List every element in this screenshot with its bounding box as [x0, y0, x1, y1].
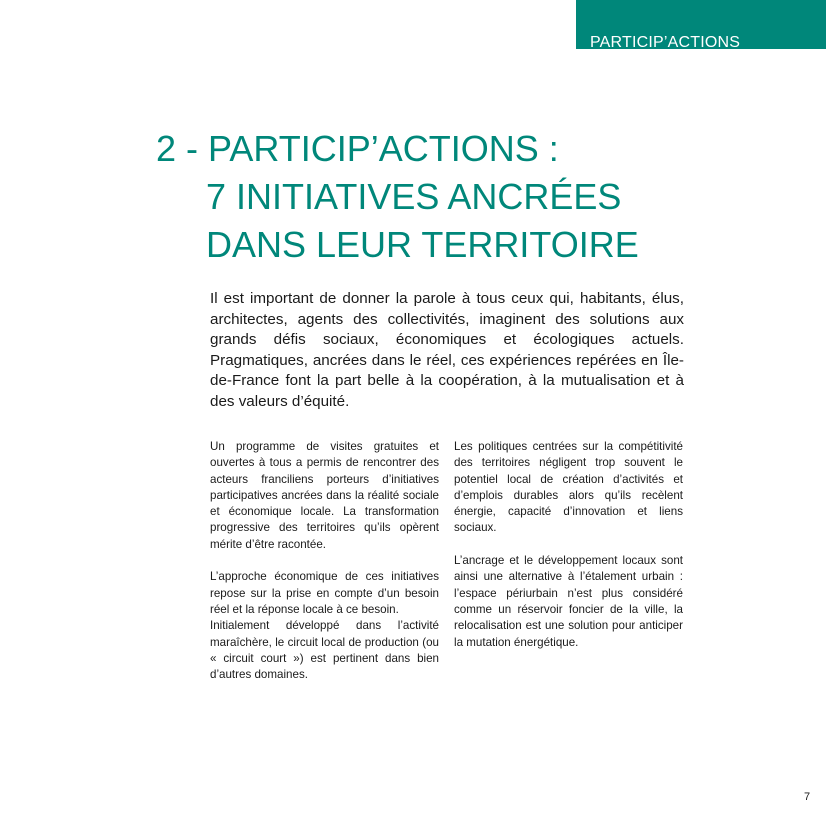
section-label: PARTICIP’ACTIONS	[590, 34, 741, 51]
right-paragraph-1: Les politiques centrées sur la compétitivité des territoires négligent trop souvent le potentiel local de création d’activités et d’emplois durables alors qu’ils recèlent énergie, capacité d’innovation et liens sociaux.	[454, 440, 683, 535]
title-line-2: 7 INITIATIVES ANCRÉES	[206, 176, 622, 217]
left-paragraph-2: L’approche économique de ces initiatives repose sur la prise en compte d’un besoin réel et la réponse locale à ce besoin.	[210, 570, 439, 616]
left-paragraph-1: Un programme de visites gratuites et ouvertes à tous a permis de rencontrer des acteurs franciliens porteurs d’initiatives participatives ancrées dans la réalité sociale et économique locale. La transformation progressive des territoires qu’ils opèrent mérite d’être racontée.	[210, 440, 439, 551]
page-number: 7	[804, 791, 811, 803]
right-paragraph-2: L’ancrage et le développement locaux sont ainsi une alternative à l’étalement urbain : l’espace périurbain n’est plus considéré comme un réservoir foncier de la ville, la relocalisation est une solution pour anticiper la mutation énergétique.	[454, 554, 683, 649]
right-column	[454, 439, 683, 651]
page-title	[156, 125, 639, 269]
left-paragraph-3: Initialement développé dans l’activité maraîchère, le circuit local de production (ou « circuit court ») est pertinent dans bien d’autres domaines.	[210, 619, 439, 682]
intro-paragraph: Il est important de donner la parole à tous ceux qui, habitants, élus, architectes, agents des collectivités, imaginent des solutions aux grands défis sociaux, économiques et écologiques actuels. Pragmatiques, ancrées dans le réel, ces expériences repérées en Île-de-France font la part belle à la coopération, à la mutualisation et à des valeurs d’équité.	[210, 290, 684, 410]
left-column	[210, 439, 439, 683]
title-line-1: 2 - PARTICIP’ACTIONS :	[156, 128, 559, 169]
section-header-tab	[576, 0, 826, 49]
title-line-3: DANS LEUR TERRITOIRE	[206, 224, 639, 265]
